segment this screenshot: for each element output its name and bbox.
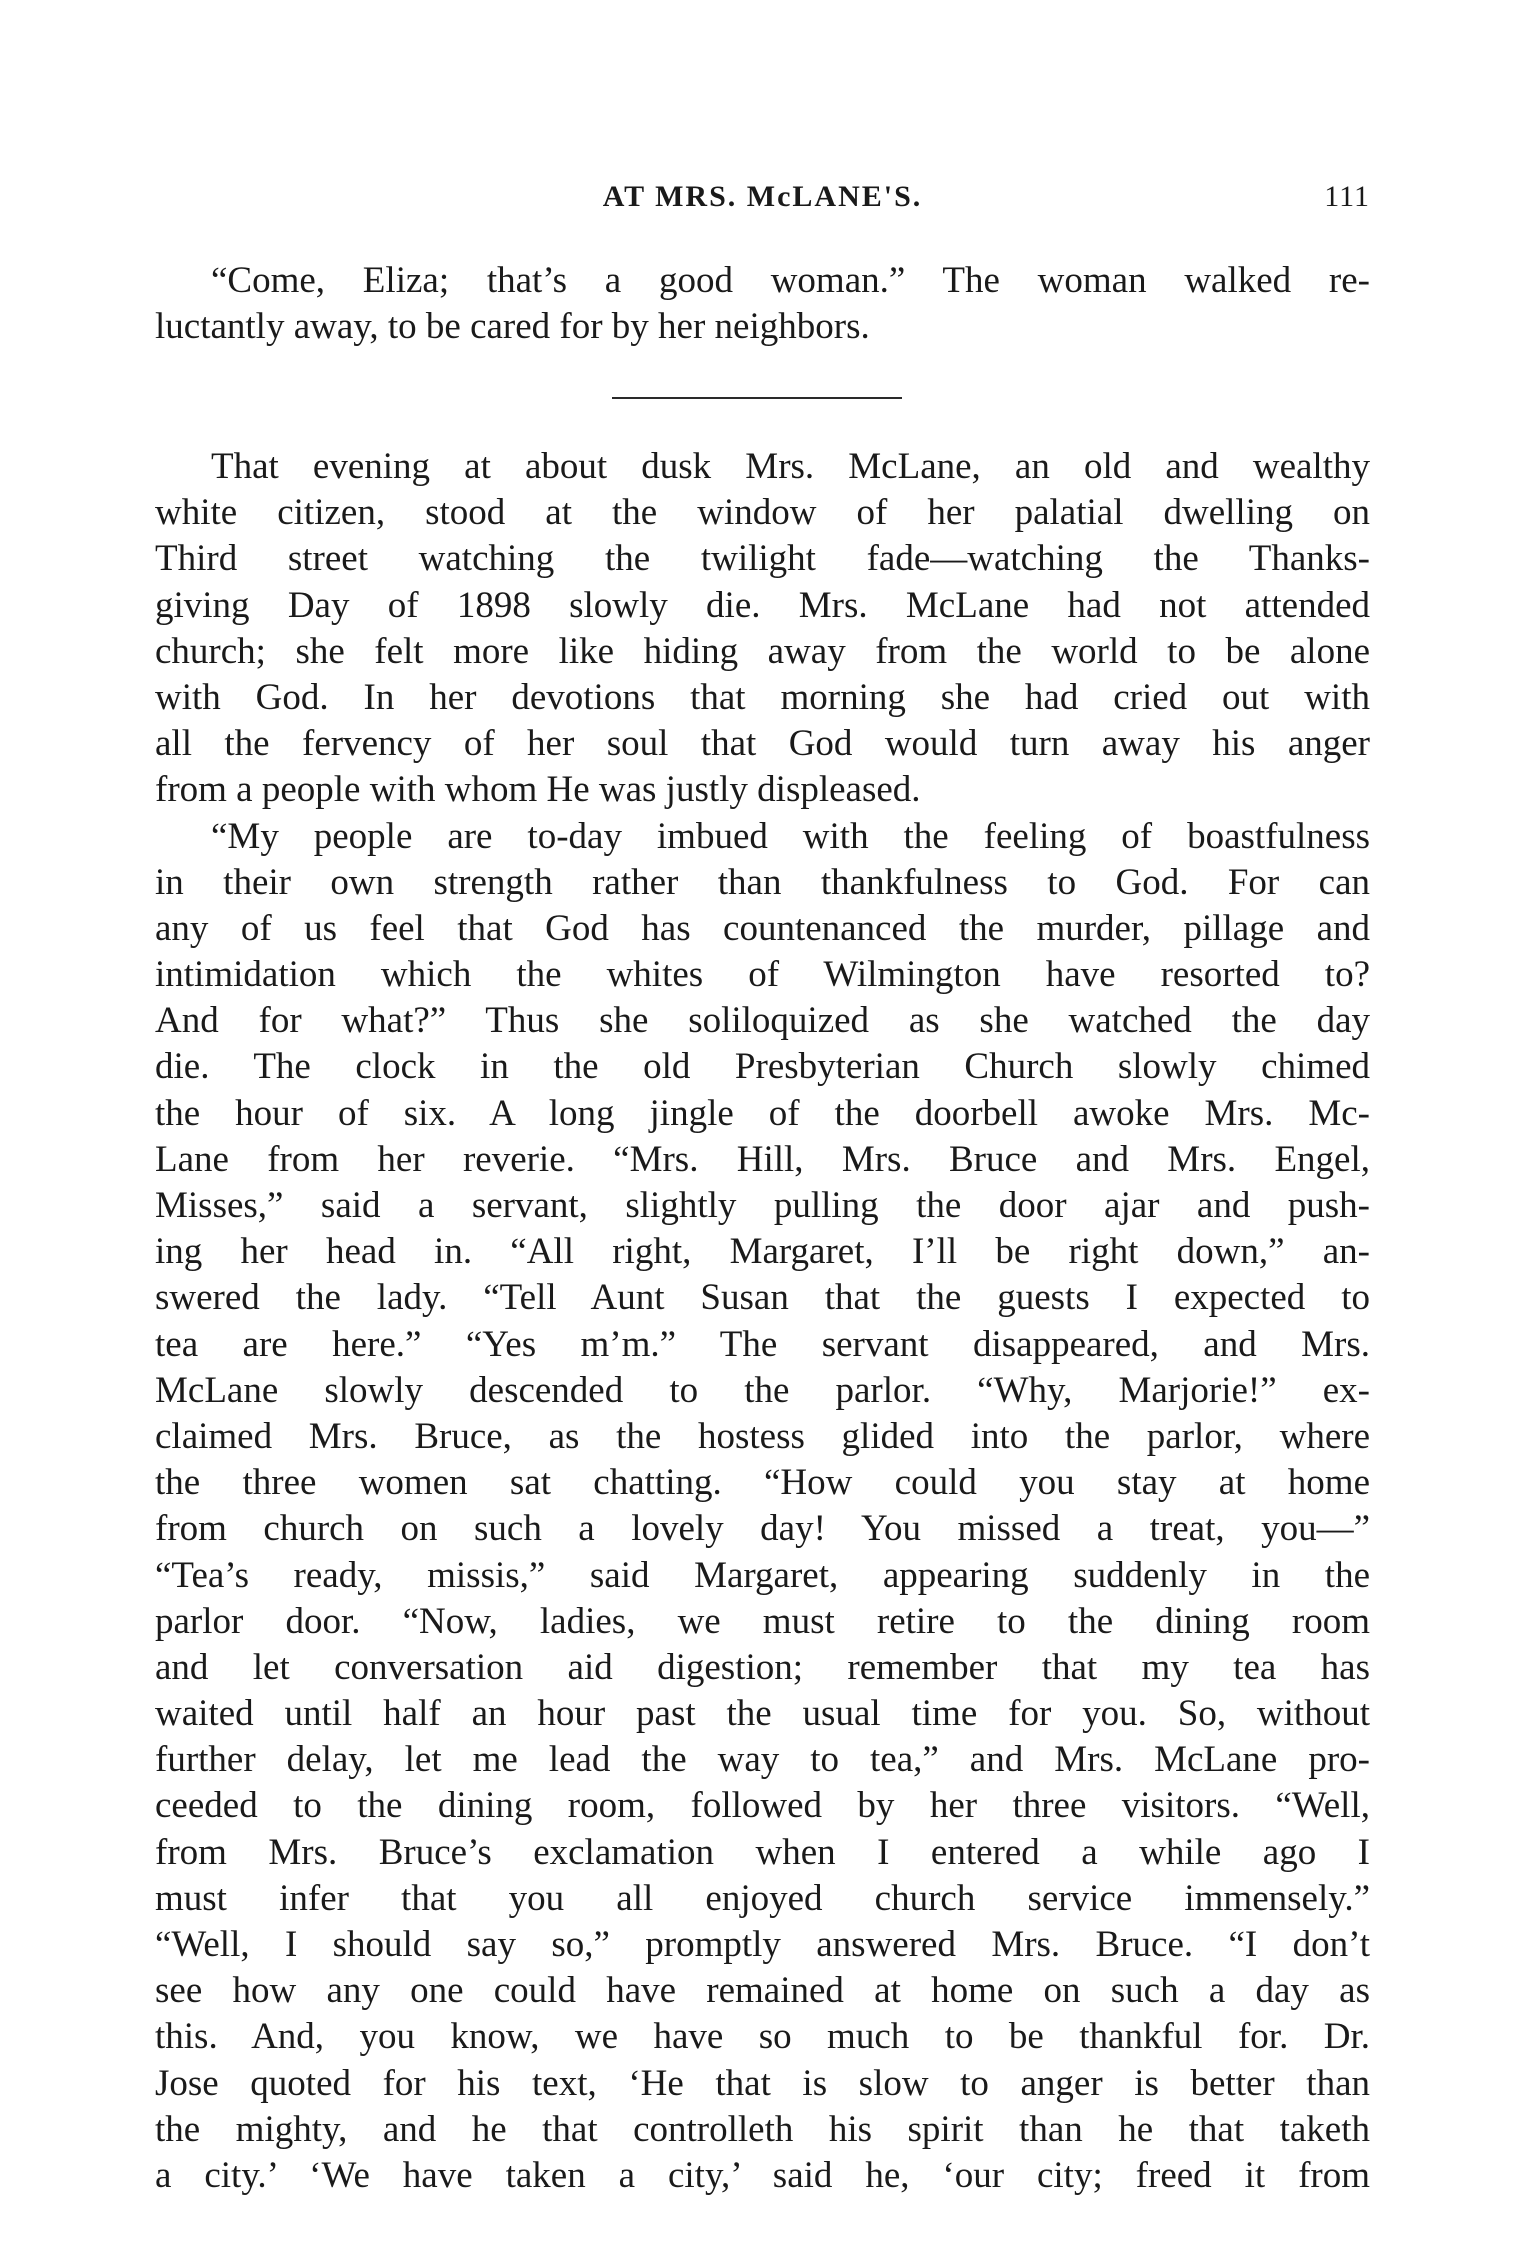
text-line: ceeded to the dining room, followed by her three visitors. “Well, xyxy=(155,1785,1370,1827)
text-line: McLane slowly descended to the parlor. “Why, Marjorie!” ex- xyxy=(155,1369,1370,1411)
text-line: Third street watching the twilight fade—watching the Thanks- xyxy=(155,538,1370,580)
text-line: the hour of six. A long jingle of the doorbell awoke Mrs. Mc- xyxy=(155,1092,1370,1134)
section-divider xyxy=(612,397,902,399)
text-line: white citizen, stood at the window of her palatial dwelling on xyxy=(155,492,1370,534)
text-line: and let conversation aid digestion; remember that my tea has xyxy=(155,1646,1370,1688)
text-line: in their own strength rather than thankfulness to God. For can xyxy=(155,861,1370,903)
text-line: tea are here.” “Yes m’m.” The servant disappeared, and Mrs. xyxy=(155,1323,1370,1365)
text-line: “My people are to-day imbued with the feeling of boastfulness xyxy=(211,815,1370,857)
opening-paragraph xyxy=(155,258,1370,350)
text-line: from a people with whom He was justly displeased. xyxy=(155,769,921,811)
running-title: AT MRS. McLANE'S. xyxy=(602,180,923,213)
text-line: luctantly away, to be cared for by her neighbors. xyxy=(155,306,870,348)
text-line: church; she felt more like hiding away from the world to be alone xyxy=(155,630,1370,672)
page-number: 111 xyxy=(1324,180,1370,213)
text-line: the mighty, and he that controlleth his spirit than he that taketh xyxy=(155,2108,1370,2150)
text-line: with God. In her devotions that morning she had cried out with xyxy=(155,676,1370,718)
text-line: intimidation which the whites of Wilmington have resorted to? xyxy=(155,954,1370,996)
text-line: a city.’ ‘We have taken a city,’ said he, ‘our city; freed it from xyxy=(155,2154,1370,2196)
text-line: see how any one could have remained at home on such a day as xyxy=(155,1970,1370,2012)
text-line: “Come, Eliza; that’s a good woman.” The woman walked re- xyxy=(211,260,1370,301)
text-line: “Tea’s ready, missis,” said Margaret, appearing suddenly in the xyxy=(155,1554,1370,1596)
text-line: all the fervency of her soul that God would turn away his anger xyxy=(155,723,1370,765)
text-line: ing her head in. “All right, Margaret, I’ll be right down,” an- xyxy=(155,1231,1370,1273)
text-line: And for what?” Thus she soliloquized as she watched the day xyxy=(155,1000,1370,1042)
text-line: from church on such a lovely day! You missed a treat, you—” xyxy=(155,1508,1370,1550)
text-line: any of us feel that God has countenanced the murder, pillage and xyxy=(155,907,1370,949)
text-line: giving Day of 1898 slowly die. Mrs. McLane had not attended xyxy=(155,584,1370,626)
text-line: from Mrs. Bruce’s exclamation when I entered a while ago I xyxy=(155,1831,1370,1873)
text-line: die. The clock in the old Presbyterian Church slowly chimed xyxy=(155,1046,1370,1088)
text-line: the three women sat chatting. “How could you stay at home xyxy=(155,1462,1370,1504)
text-line: “Well, I should say so,” promptly answered Mrs. Bruce. “I don’t xyxy=(155,1924,1370,1965)
text-line: Jose quoted for his text, ‘He that is slow to anger is better than xyxy=(155,2062,1370,2104)
main-text xyxy=(155,444,1370,2199)
text-line: Lane from her reverie. “Mrs. Hill, Mrs. Bruce and Mrs. Engel, xyxy=(155,1138,1370,1180)
text-line: further delay, let me lead the way to tea,” and Mrs. McLane pro- xyxy=(155,1739,1370,1781)
text-line: parlor door. “Now, ladies, we must retire to the dining room xyxy=(155,1600,1370,1642)
text-line: Misses,” said a servant, slightly pulling the door ajar and push- xyxy=(155,1185,1370,1226)
running-head xyxy=(155,180,1370,224)
text-line: That evening at about dusk Mrs. McLane, an old and wealthy xyxy=(211,446,1370,487)
text-line: swered the lady. “Tell Aunt Susan that the guests I expected to xyxy=(155,1277,1370,1319)
text-line: claimed Mrs. Bruce, as the hostess glided into the parlor, where xyxy=(155,1415,1370,1457)
text-line: this. And, you know, we have so much to be thankful for. Dr. xyxy=(155,2016,1370,2058)
text-line: must infer that you all enjoyed church service immensely.” xyxy=(155,1877,1370,1919)
text-line: waited until half an hour past the usual time for you. So, without xyxy=(155,1693,1370,1735)
